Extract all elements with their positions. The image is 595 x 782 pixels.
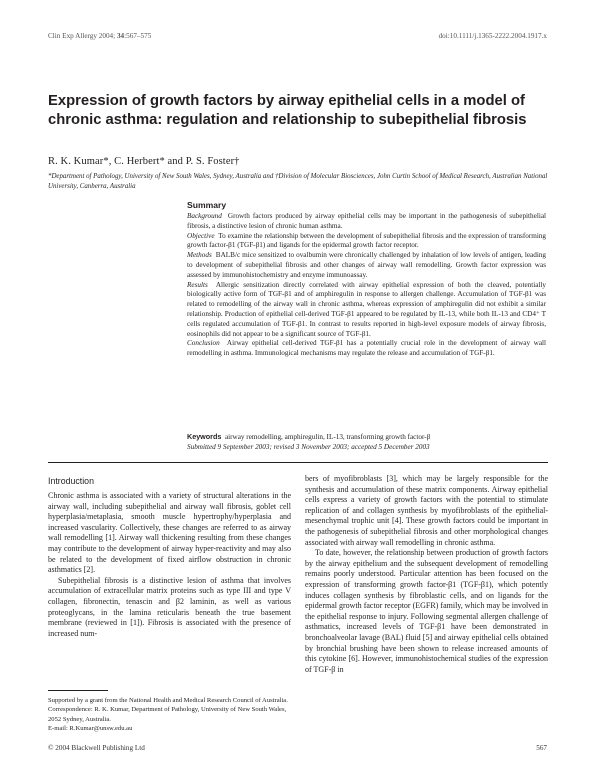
results-label: Results xyxy=(187,280,208,289)
journal-volume: 34 xyxy=(116,32,125,40)
journal-name: Clin Exp Allergy 2004; xyxy=(48,32,116,40)
submission-dates: Submitted 9 September 2003; revised 3 November 2003; accepted 5 December 2003 xyxy=(187,443,430,451)
running-header-citation xyxy=(48,32,151,40)
objective-label: Objective xyxy=(187,231,215,240)
abstract-methods xyxy=(187,251,546,280)
footnote-rule xyxy=(48,690,108,691)
intro-paragraph: bers of myofibroblasts [3], which may be largely responsible for the synthesis and accumulation of these matrix components. Airway epithelial cells express a variety of growth factors with the potential to stimulate replication of and collagen synthesis by myofibroblasts of the epithelial-mesenchymal trophic unit [4]. These growth factors could be important in the pathogenesis of subepithelial fibrosis and other morphological changes associated with airway wall remodelling in chronic asthma. xyxy=(305,474,548,547)
journal-pages: :567–575 xyxy=(124,32,152,40)
abstract-objective xyxy=(187,232,546,252)
conclusion-label: Conclusion xyxy=(187,339,220,348)
background-text: Growth factors produced by airway epithelial cells may be important in the pathogenesis of subepithelial fibrosis, a distinctive lesion of chronic human asthma. xyxy=(187,212,547,230)
results-text: Allergic sensitization directly correlated with airway epithelial expression of both the cleaved, potentially biologically active form of TGF-β1 and of amphiregulin in response to allergen challenge. Accumulation of TGF-β1 was related to remodelling of the airway wall in chronic asthma, whereas expression of amphiregulin did not exhibit a similar relationship. Production of epithelial cell-derived TGF-β1 appeared to be regulated by IL-13, while both IL-13 and CD4⁺ T cells regulated accumulation of TGF-β1. In contrast to results reported in high-level exposure models of airway fibrosis, eosinophils did not appear to be a significant source of TGF-β1. xyxy=(187,280,547,338)
keywords xyxy=(187,432,546,442)
right-column xyxy=(305,474,548,675)
summary-heading: Summary xyxy=(187,200,227,210)
abstract-results xyxy=(187,281,546,340)
abstract-conclusion xyxy=(187,339,546,359)
author-list: R. K. Kumar*, C. Herbert* and P. S. Foster† xyxy=(48,156,240,167)
section-divider xyxy=(48,462,548,463)
copyright-notice: © 2004 Blackwell Publishing Ltd xyxy=(48,744,145,752)
methods-text: BALB/c mice sensitized to ovalbumin were chronically challenged by inhalation of low levels of antigen, leading to development of subepithelial fibrosis and other changes of airway wall remodelling. Growth factor expression was assessed by immunohistochemistry and enzyme immunoassay. xyxy=(187,251,547,279)
author-affiliations: *Department of Pathology, University of New South Wales, Sydney, Australia and †Division of Molecular Biosciences, John Curtin School of Medical Research, Australian National University, Canberra, Australia xyxy=(48,173,548,190)
article-title: Expression of growth factors by airway epithelial cells in a model of chronic asthma: regulation and relationship to subepithelial fibrosis xyxy=(48,93,527,128)
left-column xyxy=(48,491,291,639)
methods-label: Methods xyxy=(187,251,212,260)
abstract-background xyxy=(187,212,546,232)
keywords-text: airway remodelling, amphiregulin, IL-13, transforming growth factor-β xyxy=(224,433,431,441)
background-label: Background xyxy=(187,212,222,220)
footnote xyxy=(48,696,298,733)
correspondence-note: Correspondence: R. K. Kumar, Department of Pathology, University of New South Wales, 2052 Sydney, Australia. xyxy=(48,706,287,723)
intro-paragraph: Subepithelial fibrosis is a distinctive lesion of asthma that involves accumulation of extracellular matrix proteins such as type III and type V collagen, fibronectin, tenascin and β2 laminin, as well as various proteoglycans, in the lamina reticularis beneath the true basement membrane (reviewed in [1]). Fibrosis is associated with the presence of increased num- xyxy=(48,575,291,638)
doi-link[interactable]: doi:10.1111/j.1365-2222.2004.1917.x xyxy=(438,32,547,40)
intro-paragraph: To date, however, the relationship between production of growth factors by the airway epithelium and the subsequent development of remodelling remains poorly understood. Particular attention has been focused on the expression of transforming growth factor-β1 (TGF-β1), which potently induces collagen synthesis by fibroblastic cells, and on ligands for the epidermal growth factor receptor (EGFR) family, which may be involved in the epithelial response to injury. Following segmental allergen challenge of asthmatics, increased levels of TGF-β1 have been demonstrated in bronchoalveolar lavage (BAL) fluid [5] and airway epithelial cells obtained by bronchial brushing have been shown to release increased amounts of this cytokine [6]. However, immunohistochemical studies of the expression of TGF-β in xyxy=(305,548,548,674)
page-number: 567 xyxy=(536,744,547,752)
objective-text: To examine the relationship between the development of subepithelial fibrosis and the expression of transforming growth factor-β1 (TGF-β1) and ligands for the epidermal growth factor receptor. xyxy=(187,231,547,250)
introduction-heading: Introduction xyxy=(48,476,94,486)
email-link[interactable]: E-mail: R.Kumar@unsw.edu.au xyxy=(48,724,133,732)
keywords-label: Keywords xyxy=(187,432,222,441)
funding-note: Supported by a grant from the National Health and Medical Research Council of Australia. xyxy=(48,697,288,704)
conclusion-text: Airway epithelial cell-derived TGF-β1 has a potentially crucial role in the development of airway wall remodelling in asthma. Immunological mechanisms may regulate the release and accumulation of TGF-β1. xyxy=(187,339,547,358)
intro-paragraph: Chronic asthma is associated with a variety of structural alterations in the airway wall, including subepithelial and airway wall fibrosis, goblet cell hyperplasia/metaplasia, smooth muscle hypertrophy/hyperplasia and increased vascularity. Collectively, these changes are referred to as airway wall remodelling [1]. Airway wall thickening resulting from these changes may contribute to the development of airway hyper-reactivity and may also be related to the development of fixed airflow obstruction in chronic asthmatics [2]. xyxy=(48,491,291,575)
abstract xyxy=(187,212,546,359)
